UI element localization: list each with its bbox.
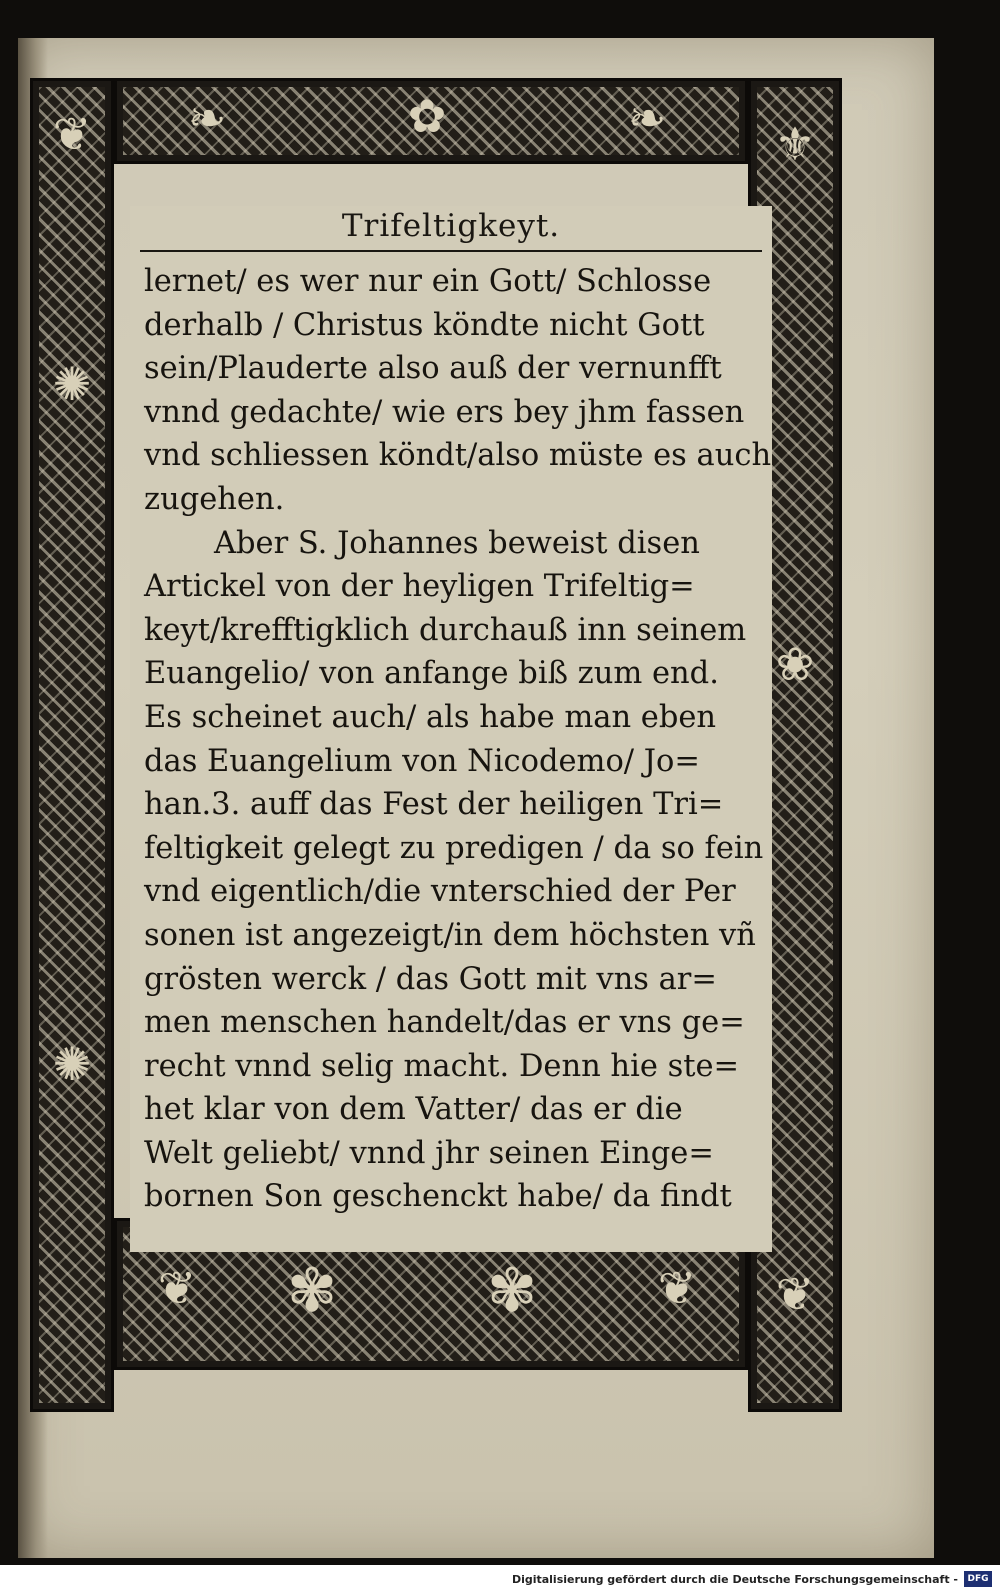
text-line: het klar von dem Vatter/ das er die <box>144 1092 683 1128</box>
top-border-band <box>114 78 748 164</box>
leaf-ornament-icon: ❧ <box>627 91 667 145</box>
left-column-pattern <box>39 87 105 1403</box>
vine-ornament-icon: ❦ <box>657 1261 697 1315</box>
leaf-ornament-icon: ❦ <box>775 1267 815 1321</box>
text-line: bornen Son geschenckt habe/ da findt <box>144 1179 732 1215</box>
text-line: Aber S. Johannes beweist disen <box>214 525 700 561</box>
text-line: han.3. auff das Fest der heiligen Tri= <box>144 787 724 823</box>
footer-credit: Digitalisierung gefördert durch die Deutsche Forschungsgemeinschaft - <box>511 1573 958 1586</box>
rosette-icon: ✿ <box>407 89 447 143</box>
book-page <box>18 38 934 1558</box>
text-line: sonen ist angezeigt/in dem höchsten vñ <box>144 917 756 953</box>
vine-ornament-icon: ❦ <box>157 1261 197 1315</box>
footer-bar <box>0 1565 1000 1596</box>
fleur-ornament-icon: ⚜ <box>774 117 816 171</box>
column-ornament-icon: ✺ <box>52 357 92 411</box>
text-line: keyt/krefftigklich durchauß inn seinem <box>144 612 747 648</box>
text-line: recht vnnd selig macht. Denn hie ste= <box>144 1048 740 1084</box>
text-line: vnd schliessen köndt/also müste es auch <box>144 438 772 474</box>
left-border-column <box>30 78 114 1412</box>
dfg-logo[interactable]: DFG <box>964 1571 992 1587</box>
flower-icon: ✾ <box>486 1256 538 1326</box>
flower-icon: ✾ <box>286 1256 338 1326</box>
column-ornament-icon: ✺ <box>52 1037 92 1091</box>
text-line: lernet/ es wer nur ein Gott/ Schlosse <box>144 264 712 299</box>
text-line: men menschen handelt/das er vns ge= <box>144 1005 745 1041</box>
text-line: das Euangelium von Nicodemo/ Jo= <box>144 743 700 779</box>
text-line: feltigkeit gelegt zu predigen / da so fein <box>144 830 764 866</box>
running-head: Trifeltigkeyt. <box>341 208 561 244</box>
text-line: grösten werck / das Gott mit vns ar= <box>144 961 717 997</box>
text-line: vnd eigentlich/die vnterschied der Per <box>144 874 736 910</box>
column-ornament-icon: ❀ <box>775 637 815 691</box>
text-line: sein/Plauderte also auß der vernunfft <box>144 351 722 387</box>
text-line: Welt geliebt/ vnnd jhr seinen Einge= <box>144 1135 714 1171</box>
text-line: derhalb / Christus köndte nicht Gott <box>144 307 705 343</box>
body-text <box>144 260 772 1219</box>
leaf-ornament-icon: ❦ <box>52 107 92 161</box>
text-line: Euangelio/ von anfange biß zum end. <box>144 656 719 692</box>
text-line: Artickel von der heyligen Trifeltig= <box>144 569 695 605</box>
text-block <box>130 206 772 1252</box>
text-line: zugehen. <box>144 481 285 517</box>
text-line: Es scheinet auch/ als habe man eben <box>144 699 717 735</box>
leaf-ornament-icon: ❧ <box>187 91 227 145</box>
text-line: vnnd gedachte/ wie ers bey jhm fassen <box>144 394 745 430</box>
head-rule <box>140 250 762 252</box>
